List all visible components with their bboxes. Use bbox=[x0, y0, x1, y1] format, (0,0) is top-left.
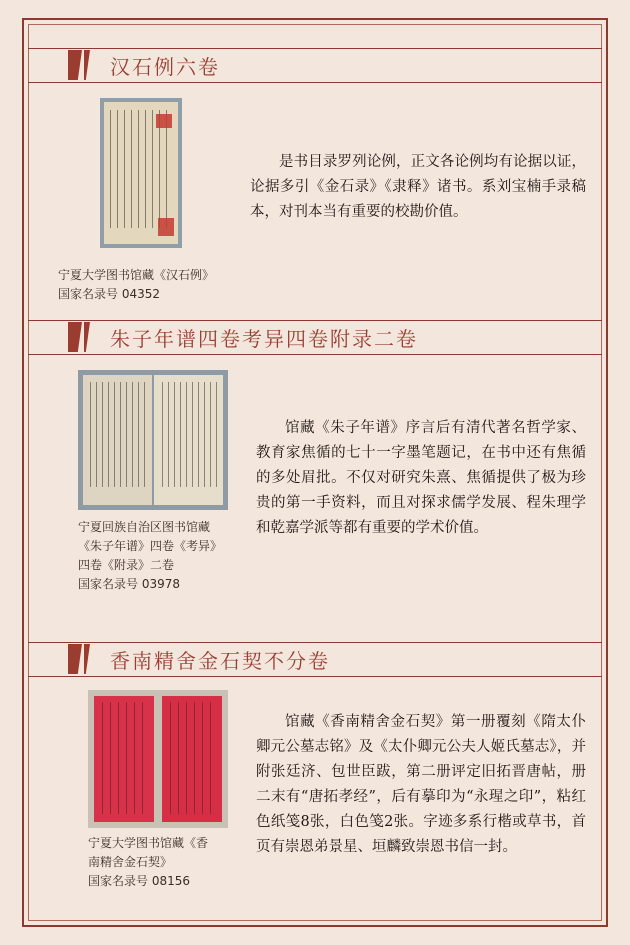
body-paragraph: 馆藏《朱子年谱》序言后有清代著名哲学家、教育家焦循的七十一字墨笔题记，在书中还有焦循的多处眉批。不仅对研究朱熹、焦循提供了极为珍贵的第一手资料，而且对探求儒学发展、程朱理学和乾嘉学派等都有重要的学术价值。 bbox=[256, 420, 586, 536]
caption-line: 国家名录号 08156 bbox=[88, 874, 190, 888]
section-divider bbox=[28, 354, 602, 355]
section-title: 汉石例六卷 bbox=[110, 55, 220, 79]
caption-line: 宁夏大学图书馆藏《香 bbox=[88, 836, 209, 850]
header-bar-decoration bbox=[84, 322, 90, 352]
caption-line: 宁夏大学图书馆藏《汉石例》 bbox=[58, 268, 215, 282]
caption-line: 南精舍金石契》 bbox=[88, 855, 173, 869]
caption-line: 宁夏回族自治区图书馆藏 bbox=[78, 520, 211, 534]
book-image-zhuzi-nianpu bbox=[78, 370, 228, 510]
body-paragraph: 馆藏《香南精舍金石契》第一册覆刻《隋太仆卿元公墓志铭》及《太仆卿元公夫人姬氏墓志》，并附张廷济、包世臣跋，第二册评定旧拓晋唐帖，册二末有“唐拓孝经”，后有摹印为“永瑆之印”，粘红色纸笺8张，白色笺2张。字迹多系行楷或草书，首页有崇恩弟景星、垣麟致崇恩书信一封。 bbox=[256, 714, 586, 855]
section-body bbox=[256, 416, 586, 541]
section-divider bbox=[28, 676, 602, 677]
caption-line: 《朱子年谱》四卷《考异》 bbox=[78, 539, 223, 553]
image-caption bbox=[58, 266, 258, 304]
caption-line: 国家名录号 04352 bbox=[58, 287, 160, 301]
header-bar-decoration bbox=[84, 50, 90, 80]
section-header bbox=[28, 48, 602, 82]
header-bar-decoration bbox=[68, 644, 82, 674]
section-header bbox=[28, 642, 602, 676]
header-bar-decoration bbox=[84, 644, 90, 674]
section-title: 朱子年谱四卷考异四卷附录二卷 bbox=[110, 327, 418, 351]
book-image-xiangnan-jingshe bbox=[88, 690, 228, 828]
header-bar-decoration bbox=[68, 322, 82, 352]
section-header bbox=[28, 320, 602, 354]
section-body bbox=[256, 710, 586, 860]
section-title: 香南精舍金石契不分卷 bbox=[110, 649, 330, 673]
image-caption bbox=[88, 834, 248, 891]
book-image-hanshili bbox=[100, 98, 182, 248]
section-divider bbox=[28, 82, 602, 83]
body-paragraph: 是书目录罗列论例，正文各论例均有论据以证，论据多引《金石录》《隶释》诸书。系刘宝楠手录稿本，对刊本当有重要的校勘价值。 bbox=[250, 154, 586, 220]
caption-line: 四卷《附录》二卷 bbox=[78, 558, 175, 572]
section-body bbox=[250, 150, 586, 225]
caption-line: 国家名录号 03978 bbox=[78, 577, 180, 591]
image-caption bbox=[78, 518, 248, 594]
header-bar-decoration bbox=[68, 50, 82, 80]
